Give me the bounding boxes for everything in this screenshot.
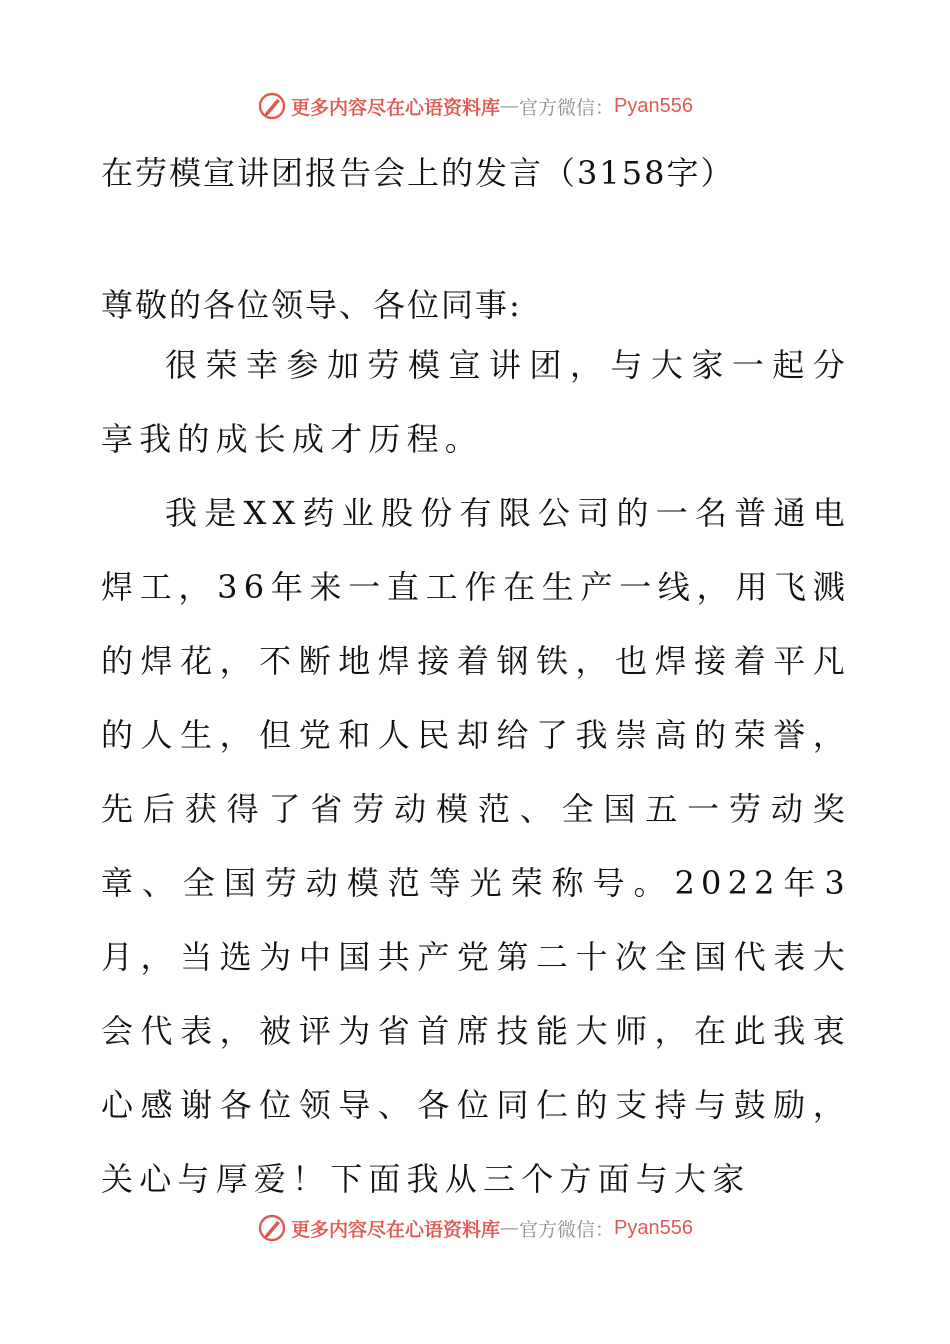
footer-banner	[0, 1208, 950, 1248]
header-banner	[0, 86, 950, 126]
banner-dash: —	[500, 1217, 520, 1239]
banner-main-text: 更多内容尽在心语资料库	[291, 1218, 501, 1241]
paragraph: 我是XX药业股份有限公司的一名普通电焊工，36年来一直工作在生产一线，用飞溅的焊花，不断地焊接着钢铁，也焊接着平凡的人生，但党和人民却给了我崇高的荣誉，先后获得了省劳动模范、全国五一劳动奖章、全国劳动模范等光荣称号。2022年3月，当选为中国共产党第二十次全国代表大会代表，被评为省首席技能大师，在此我衷心感谢各位领导、各位同仁的支持与鼓励，关心与厚爱！下面我从三个方面与大家	[101, 494, 851, 1198]
document-body	[101, 150, 851, 1216]
document-title: 在劳模宣讲团报告会上的发言（3158字）	[101, 154, 735, 192]
pen-circle-logo-icon	[257, 1213, 287, 1243]
banner-wechat-id: Pyan556	[614, 1216, 693, 1239]
pen-circle-logo-icon	[257, 91, 287, 121]
banner-main-text: 更多内容尽在心语资料库	[291, 96, 501, 119]
salutation: 尊敬的各位领导、各位同事:	[101, 286, 522, 324]
banner-dash: —	[500, 95, 520, 117]
banner-sub-text: 官方微信：	[519, 96, 615, 119]
banner-wechat-id: Pyan556	[614, 94, 693, 117]
paragraph: 很荣幸参加劳模宣讲团，与大家一起分享我的成长成才历程。	[101, 346, 851, 458]
banner-sub-text: 官方微信：	[519, 1218, 615, 1241]
